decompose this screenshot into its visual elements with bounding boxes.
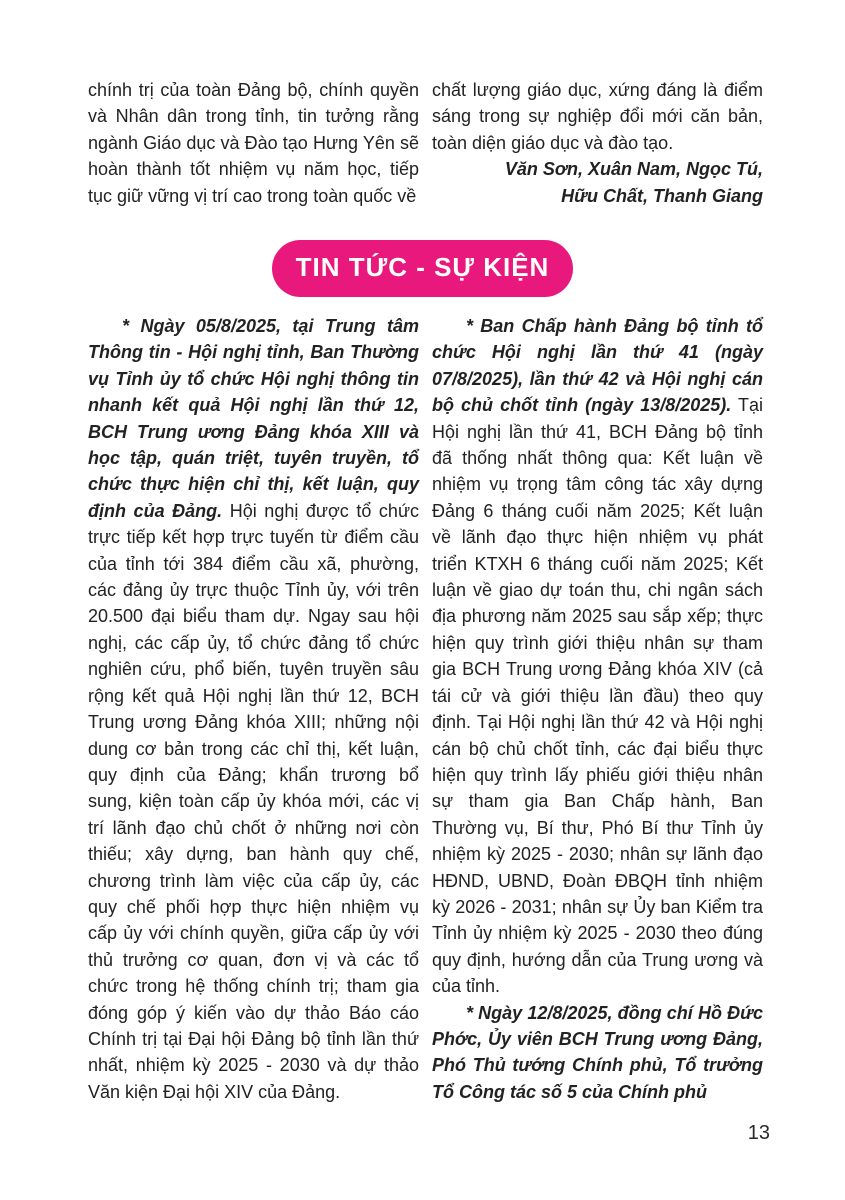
intro-section — [88, 77, 763, 209]
intro-continuation-text-right: chất lượng giáo dục, xứng đáng là điểm sáng trong sự nghiệp đổi mới căn bản, toàn diện giáo dục và đào tạo. — [432, 80, 763, 153]
byline — [432, 156, 763, 209]
news-item-3-lead: * Ngày 12/8/2025, đồng chí Hồ Đức Phớc, Ủy viên BCH Trung ương Đảng, Phó Thủ tướng Chính phủ, Tổ trưởng Tổ Công tác số 5 của Chính phủ — [432, 1002, 763, 1102]
intro-left-column — [88, 77, 419, 209]
news-item-1 — [88, 313, 419, 1105]
byline-line-1: Văn Sơn, Xuân Nam, Ngọc Tú, — [504, 159, 763, 180]
news-left-column — [88, 313, 419, 1105]
byline-line-2: Hữu Chất, Thanh Giang — [561, 185, 763, 206]
section-banner-label: TIN TỨC - SỰ KIỆN — [295, 252, 550, 282]
intro-continuation-text-left: chính trị của toàn Đảng bộ, chính quyền và Nhân dân trong tỉnh, tin tưởng rằng ngành Giáo dục và Đào tạo Hưng Yên sẽ hoàn thành tốt nhiệm vụ năm học, tiếp tục giữ vững vị trí cao trong toàn quốc về — [88, 80, 419, 206]
intro-right-column — [432, 77, 763, 209]
news-item-2-body: Tại Hội nghị lần thứ 41, BCH Đảng bộ tỉnh đã thống nhất thông qua: Kết luận về nhiệm vụ trọng tâm công tác xây dựng Đảng 6 tháng cuối năm 2025; Kết luận về lãnh đạo thực hiện nhiệm vụ phát triển KTXH 6 tháng cuối năm 2025; Kết luận về giao dự toán thu, chi ngân sách địa phương năm 2025 sau sắp xếp; thực hiện quy trình giới thiệu nhân sự tham gia BCH Trung ương Đảng khóa XIV (cả tái cử và giới thiệu lần đầu) theo quy định. Tại Hội nghị lần thứ 42 và Hội nghị cán bộ chủ chốt tỉnh, các đại biểu thực hiện quy trình lấy phiếu giới thiệu nhân sự tham gia Ban Chấp hành, Ban Thường vụ, Bí thư, Phó Bí thư Tỉnh ủy nhiệm kỳ 2025 - 2030; nhân sự lãnh đạo HĐND, UBND, Đoàn ĐBQH tỉnh nhiệm kỳ 2026 - 2031; nhân sự Ủy ban Kiểm tra Tỉnh ủy nhiệm kỳ 2025 - 2030 theo đúng quy định, hướng dẫn của Trung ương và của tỉnh. — [432, 395, 763, 997]
news-item-3 — [432, 1000, 763, 1106]
news-item-2-lead: * Ban Chấp hành Đảng bộ tỉnh tổ chức Hội nghị lần thứ 41 (ngày 07/8/2025), lần thứ 42 và Hội nghị cán bộ chủ chốt tỉnh (ngày 13/8/2025). — [432, 316, 763, 416]
news-item-2 — [432, 313, 763, 1000]
news-section — [88, 313, 763, 1105]
page-number: 13 — [747, 1122, 770, 1144]
news-item-1-body: Hội nghị được tổ chức trực tiếp kết hợp trực tuyến từ điểm cầu của tỉnh tới 384 điểm cầu xã, phường, các đảng ủy trực thuộc Tỉnh ủy, với trên 20.500 đại biểu tham dự. Ngay sau hội nghị, các cấp ủy, tổ chức đảng tổ chức nghiên cứu, phổ biến, tuyên truyền sâu rộng kết quả Hội nghị lần thứ 12, BCH Trung ương Đảng khóa XIII; những nội dung cơ bản trong các chỉ thị, kết luận, quy định của Đảng; khẩn trương bổ sung, kiện toàn cấp ủy khóa mới, các vị trí lãnh đạo chủ chốt ở những nơi còn thiếu; xây dựng, ban hành quy chế, chương trình làm việc của cấp ủy, các quy chế phối hợp thực hiện nhiệm vụ cấp ủy với chính quyền, giữa cấp ủy với thủ trưởng cơ quan, đơn vị và các tổ chức trong hệ thống chính trị; tham gia đóng góp ý kiến vào dự thảo Báo cáo Chính trị tại Đại hội Đảng bộ tỉnh lần thứ nhất, nhiệm kỳ 2025 - 2030 và dự thảo Văn kiện Đại hội XIV của Đảng. — [88, 500, 419, 1102]
section-banner — [272, 240, 573, 297]
news-right-column — [432, 313, 763, 1105]
news-item-1-lead: * Ngày 05/8/2025, tại Trung tâm Thông tin - Hội nghị tỉnh, Ban Thường vụ Tỉnh ủy tổ chức Hội nghị thông tin nhanh kết quả Hội nghị lần thứ 12, BCH Trung ương Đảng khóa XIII và học tập, quán triệt, tuyên truyền, tổ chức thực hiện chỉ thị, kết luận, quy định của Đảng. — [88, 316, 419, 521]
